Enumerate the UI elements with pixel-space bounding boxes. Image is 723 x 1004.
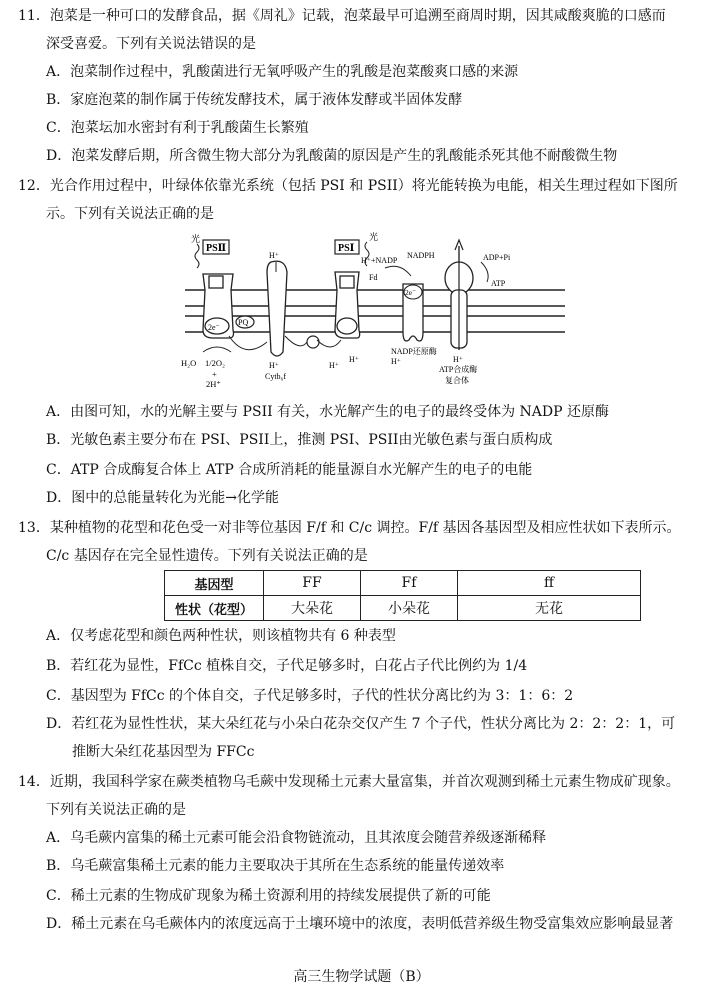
plus-label: + — [212, 369, 217, 379]
q11-option-c: C．泡菜坛加水密封有利于乳酸菌生长繁殖 — [46, 120, 309, 136]
water-split-arrow — [203, 347, 231, 352]
electron-path-1 — [229, 336, 267, 350]
electron-path-3 — [317, 340, 341, 347]
q11-option-a: A．泡菜制作过程中，乳酸菌进行无氧呼吸产生的乳酸是泡菜酸爽口感的来源 — [46, 64, 519, 80]
reductase-proton: H⁺ — [391, 357, 401, 366]
atp-enzyme-label-1: ATP合成酶 — [439, 365, 478, 374]
q12-option-b: B．光敏色素主要分布在 PSI、PSII上，推测 PSI、PSII由光敏色素与蛋白质构成 — [46, 432, 553, 448]
q11-option-d: D．泡菜发酵后期，所含微生物大部分为乳酸菌的原因是产生的乳酸能杀死其他不耐酸微生物 — [46, 148, 618, 164]
table-cell: 大朵花 — [264, 596, 361, 621]
water-label: H₂O — [181, 358, 197, 368]
pq-label: PQ — [238, 318, 249, 327]
q14-option-a: A．乌毛蕨内富集的稀土元素可能会沿食物链流动，且其浓度会随营养级逐渐稀释 — [46, 830, 547, 846]
psi-proton-2: H⁺ — [349, 355, 359, 364]
q14-stem-line2: 下列有关说法正确的是 — [46, 802, 186, 818]
atp-label: ATP — [491, 279, 506, 288]
pc-carrier — [307, 336, 319, 348]
fd-label: Fd — [369, 273, 378, 282]
photosynthesis-diagram — [181, 232, 565, 392]
table-header-trait: 性状（花型） — [165, 596, 264, 621]
nadph-label: NADPH — [407, 251, 435, 260]
o2-label: 1/2O₂ — [205, 358, 225, 368]
proton-label-2h: 2H⁺ — [206, 379, 221, 389]
table-cell: 小朵花 — [361, 596, 458, 621]
q11-stem-line2: 深受喜爱。下列有关说法错误的是 — [46, 36, 256, 52]
reductase-electron: 2e⁻ — [405, 288, 417, 297]
table-row — [165, 596, 641, 621]
q13-option-b: B．若红花为显性，FfCc 植株自交，子代足够多时，白花占子代比例约为 1/4 — [46, 658, 528, 674]
table-cell: FF — [264, 571, 361, 596]
q13-option-d-cont: 推断大朵红花基因型为 FFCc — [72, 744, 255, 760]
h-nadp-label: H⁺+NADP — [361, 256, 398, 265]
q14-option-d: D．稀土元素在乌毛蕨体内的浓度远高于土壤环境中的浓度，表明低营养级生物受富集效应影响最显著 — [46, 916, 674, 932]
cyt-proton-bottom: H⁺ — [269, 361, 279, 370]
electron-path-2 — [285, 336, 307, 346]
q14-option-b: B．乌毛蕨富集稀土元素的能力主要取决于其所在生态系统的能量传递效率 — [46, 858, 505, 874]
psi-complex — [335, 272, 360, 338]
q13-option-d: D．若红花为显性性状，某大朵红花与小朵白花杂交仅产生 7 个子代，性状分离比为 2：2：2：1，可 — [46, 716, 676, 732]
cyt-proton-top: H⁺ — [269, 251, 279, 260]
q13-option-c: C．基因型为 FfCc 的个体自交，子代足够多时，子代的性状分离比约为 3：1：6：2 — [46, 688, 574, 704]
genotype-table — [164, 570, 641, 621]
adp-label: ADP+Pi — [483, 253, 511, 262]
light-wave-1 — [195, 244, 199, 268]
q11-option-b: B．家庭泡菜的制作属于传统发酵技术，属于液体发酵或半固体发酵 — [46, 92, 463, 108]
synthase-proton: H⁺ — [453, 355, 463, 364]
table-row — [165, 571, 641, 596]
table-cell: ff — [458, 571, 641, 596]
psi-proton-1: H⁺ — [329, 361, 339, 370]
psii-label: PSⅡ — [206, 243, 227, 254]
q12-option-d: D．图中的总能量转化为光能→化学能 — [46, 490, 279, 506]
q12-stem-line2: 示。下列有关说法正确的是 — [46, 206, 214, 222]
q14-option-c: C．稀土元素的生物成矿现象为稀土资源利用的持续发展提供了新的可能 — [46, 888, 491, 904]
table-header-genotype: 基因型 — [165, 571, 264, 596]
q13-stem-line1: 13．某种植物的花型和花色受一对非等位基因 F/f 和 C/c 调控。F/f 基因各基因型及相应性状如下表所示。 — [18, 520, 681, 536]
q12-option-a: A．由图可知，水的光解主要与 PSII 有关，水光解产生的电子的最终受体为 NADP 还原酶 — [46, 404, 609, 420]
table-cell: 无花 — [458, 596, 641, 621]
q14-stem-line1: 14．近期，我国科学家在蕨类植物乌毛蕨中发现稀土元素大量富集，并首次观测到稀土元素生物成矿现象。 — [18, 774, 680, 790]
psi-label: PSⅠ — [338, 243, 355, 254]
light-label-1: 光 — [191, 234, 201, 244]
reductase-label: NADP还原酶 — [391, 347, 437, 356]
q13-stem-line2: C/c 基因存在完全显性遗传。下列有关说法正确的是 — [46, 548, 368, 564]
nadph-arrow — [385, 266, 411, 276]
q12-option-c: C．ATP 合成酶复合体上 ATP 合成所消耗的能量源自水光解产生的电子的电能 — [46, 462, 533, 478]
q13-option-a: A．仅考虑花型和颜色两种性状，则该植物共有 6 种表型 — [46, 628, 396, 644]
cytb6f-complex — [267, 261, 287, 356]
atp-enzyme-label-2: 复合体 — [445, 376, 469, 385]
q12-stem-line1: 12．光合作用过程中，叶绿体依靠光系统（包括 PSI 和 PSII）将光能转换为电能，相关生理过程如下图所 — [18, 178, 678, 194]
cyt-label: Cytb₆f — [265, 372, 287, 381]
psii-electron: 2e⁻ — [208, 323, 220, 332]
light-label-2: 光 — [369, 232, 379, 242]
atp-arrow — [481, 262, 488, 282]
page-footer: 高三生物学试题（B） — [293, 969, 430, 985]
table-cell: Ff — [361, 571, 458, 596]
q11-stem-line1: 11．泡菜是一种可口的发酵食品，据《周礼》记载，泡菜最早可追溯至商周时期，因其咸酸爽脆的口感而 — [18, 8, 666, 24]
